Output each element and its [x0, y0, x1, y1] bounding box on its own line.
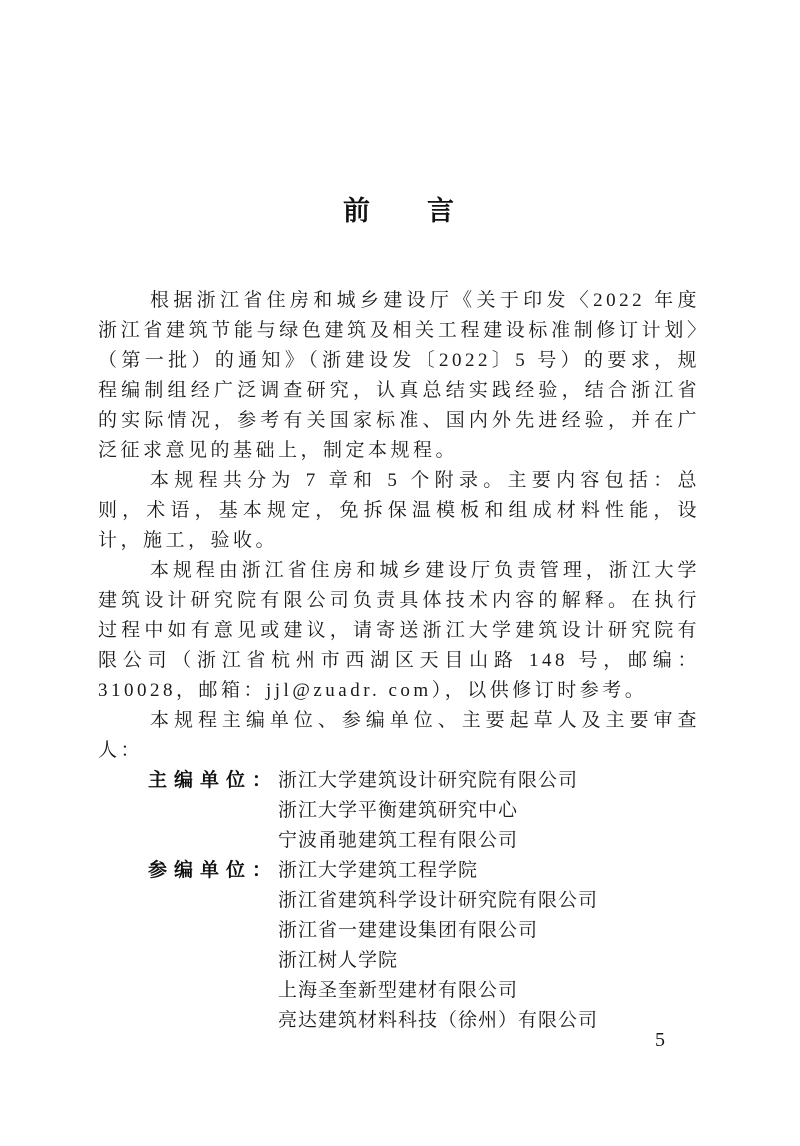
- chief-editor-label: 主编单位：: [148, 770, 279, 791]
- unit-name: 上海圣奎新型建材有限公司: [278, 980, 519, 1001]
- chief-editor-items: [278, 766, 700, 856]
- unit-name: 宁波甬驰建筑工程有限公司: [278, 830, 519, 851]
- page-title: 前 言: [343, 196, 455, 226]
- paragraph-management: 本规程由浙江省住房和城乡建设厅负责管理，浙江大学建筑设计研究院有限公司负责具体技术内容的解释。在执行过程中如有意见或建议，请寄送浙江大学建筑设计研究院有限公司（浙江省杭州市西湖区天目山路 148 号，邮编：310028，邮箱：jjl@zuadr. com），以供修订时参考。: [98, 560, 700, 701]
- participating-units-items: [278, 856, 700, 1036]
- unit-name: 浙江大学平衡建筑研究中心: [278, 800, 519, 821]
- unit-name: 浙江省一建建设集团有限公司: [278, 920, 539, 941]
- unit-name: 浙江大学建筑设计研究院有限公司: [278, 770, 579, 791]
- unit-name: 亮达建筑材料科技（徐州）有限公司: [278, 1010, 599, 1031]
- paragraph-units-intro: 本规程主编单位、参编单位、主要起草人及主要审查人：: [98, 710, 700, 761]
- unit-name: 浙江省建筑科学设计研究院有限公司: [278, 890, 599, 911]
- page-content: [98, 0, 700, 1036]
- participating-units-label: 参编单位：: [148, 860, 279, 881]
- chief-editor-section: [98, 766, 700, 856]
- page-number: 5: [655, 1029, 665, 1051]
- unit-name: 浙江大学建筑工程学院: [278, 860, 479, 881]
- paragraph-basis: 根据浙江省住房和城乡建设厅《关于印发〈2022 年度浙江省建筑节能与绿色建筑及相关工程建设标准制修订计划〉（第一批）的通知》（浙建设发〔2022〕5 号）的要求，规程编制组经广泛调查研究，认真总结实践经验，结合浙江省的实际情况，参考有关国家标准、国内外先进经验，并在广泛征求意见的基础上，制定本规程。: [98, 290, 700, 461]
- paragraph-contents: 本规程共分为 7 章和 5 个附录。主要内容包括：总则，术语，基本规定，免拆保温模板和组成材料性能，设计，施工，验收。: [98, 470, 700, 551]
- unit-name: 浙江树人学院: [278, 950, 399, 971]
- participating-units-section: [98, 856, 700, 1036]
